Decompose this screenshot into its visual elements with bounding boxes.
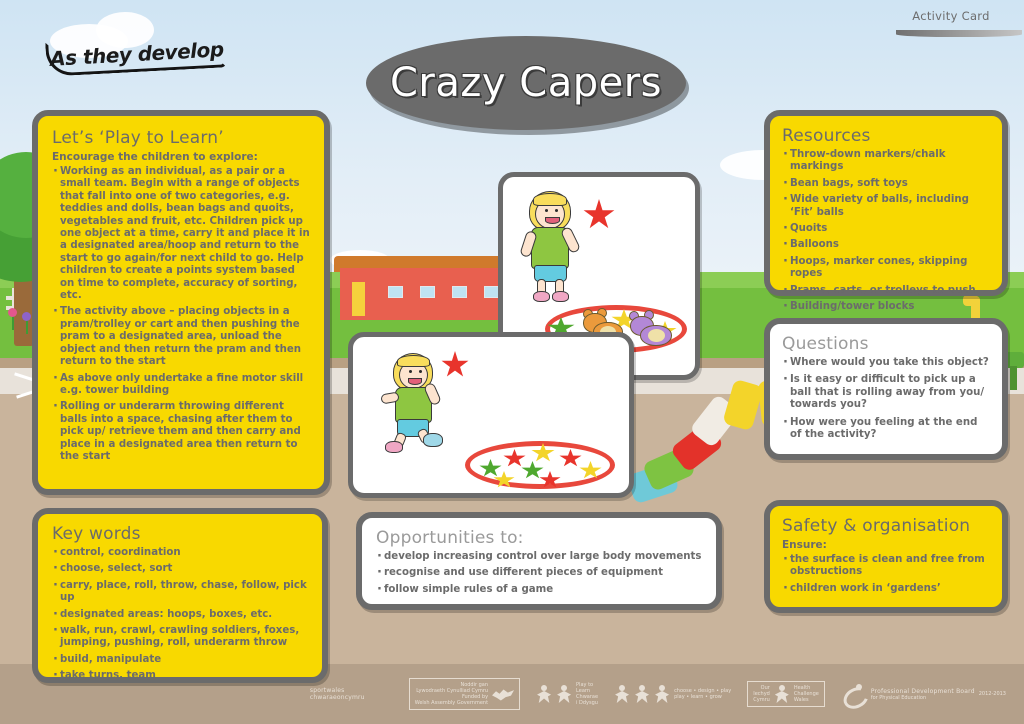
list-item: · Wide variety of balls, including ‘Fit’ balls xyxy=(782,194,992,219)
eye xyxy=(555,209,558,212)
logo-line: i Ddysgu xyxy=(576,700,598,706)
panel-heading: Let’s ‘Play to Learn’ xyxy=(52,128,224,148)
panel-heading: Resources xyxy=(782,126,871,146)
logo-choose-design-play xyxy=(614,685,731,703)
list-item: · Quoits xyxy=(782,223,992,235)
figure-icon xyxy=(536,685,552,703)
hoop xyxy=(465,441,615,489)
eye xyxy=(419,370,422,373)
barn-window xyxy=(452,286,467,298)
logo-line: Professional Development Board xyxy=(870,687,975,695)
fringe xyxy=(397,355,430,367)
swoosh-icon xyxy=(841,684,867,704)
panel-opportunities xyxy=(356,512,722,610)
panel-list xyxy=(782,149,992,313)
shoe xyxy=(533,291,550,302)
mouth xyxy=(545,217,560,224)
list-item: · The activity above – placing objects in a pram/trolley or cart and then pushing the pram to a designated area, unload the object and then return the pram and then return to the start xyxy=(52,306,312,368)
list-item: · Working as an individual, as a pair or a small team. Begin with a range of objects that fall into one of two categories, e.g. teddies and dolls, bean bags and quoits, vegetables and fruit, etc. Children pick up one object at a time, carry it and place it in a designated area/hoop and return to the start to go again/for next child to go. Help children to create a points system based on time to complete, accuracy of sorting, etc. xyxy=(52,166,312,302)
list-item: · recognise and use different pieces of equipment xyxy=(376,567,706,579)
list-item: · take turns, team xyxy=(52,670,312,682)
illustration-card-running xyxy=(348,332,634,498)
page-title: Crazy Capers xyxy=(390,60,662,106)
logo-line: Lywodraeth Cynulliad Cymru xyxy=(416,688,489,694)
bench-leg xyxy=(1010,366,1017,390)
figure-icon xyxy=(654,685,670,703)
logo-line: Chwarae xyxy=(576,694,599,700)
panel-list xyxy=(52,166,312,463)
logo-pdb xyxy=(841,684,1006,704)
child-illustration xyxy=(521,191,597,303)
mouth xyxy=(408,378,422,385)
list-item: · children work in ‘gardens’ xyxy=(782,583,992,595)
list-item: · Rolling or underarm throwing different balls into a space, chasing after them to pick up/ retrieve them and then carry and place in a designated area then return to the start xyxy=(52,401,312,463)
logo-play-to-learn xyxy=(536,682,598,706)
list-item: · choose, select, sort xyxy=(52,563,312,575)
panel-resources xyxy=(764,110,1008,313)
barn-window xyxy=(484,286,499,298)
barn-window xyxy=(388,286,403,298)
logo-line: sportwales xyxy=(309,687,345,694)
list-item: · designated areas: hoops, boxes, etc. xyxy=(52,609,312,621)
logo-line: Our xyxy=(760,685,770,691)
logo-line: Health xyxy=(793,685,811,691)
logo-line: Funded by xyxy=(461,694,489,700)
eye xyxy=(545,209,548,212)
panel-safety-organisation xyxy=(764,500,1008,613)
logo-welsh-assembly xyxy=(409,678,520,710)
brand-logo: As they develop xyxy=(49,37,225,71)
panel-subheading: Encourage the children to explore: xyxy=(52,151,258,163)
panel-play-to-learn xyxy=(32,110,330,495)
logo-sport-wales xyxy=(310,687,365,701)
list-item: · the surface is clean and free from obstructions xyxy=(782,554,992,579)
figure-icon xyxy=(774,685,790,703)
shoe xyxy=(385,441,403,453)
teddy-purple xyxy=(627,311,675,347)
list-item: · Throw-down markers/chalk markings xyxy=(782,149,992,174)
list-item: · How were you feeling at the end of the activity? xyxy=(782,417,992,442)
eye xyxy=(409,370,412,373)
panel-list xyxy=(782,554,992,595)
teddy-belly xyxy=(648,329,665,342)
figure-icon xyxy=(556,685,572,703)
child-illustration xyxy=(373,353,453,457)
figure-icon xyxy=(634,685,650,703)
logo-line: Challenge xyxy=(793,691,819,697)
panel-heading: Key words xyxy=(52,524,141,544)
panel-questions xyxy=(764,318,1008,460)
panel-list xyxy=(376,551,706,596)
flower xyxy=(8,308,17,317)
logo-health-challenge-wales xyxy=(747,681,825,707)
logo-line: Learn xyxy=(576,688,591,694)
flower-stem xyxy=(12,316,14,330)
logo-line: for Physical Education xyxy=(870,694,927,701)
logo-line: Iechyd xyxy=(753,691,770,697)
panel-key-words xyxy=(32,508,328,683)
flower xyxy=(22,312,31,321)
panel-heading: Opportunities to: xyxy=(376,528,524,548)
logo-line: Welsh Assembly Government xyxy=(414,700,489,706)
shoe xyxy=(423,433,443,447)
logo-line: 2012-2013 xyxy=(978,691,1006,697)
list-item: · Building/tower blocks xyxy=(782,301,992,313)
panel-subheading: Ensure: xyxy=(782,539,827,551)
logo-line: chwaraeoncymru xyxy=(309,694,365,701)
activity-card-label: Activity Card xyxy=(912,9,990,23)
list-item: · Is it easy or difficult to pick up a ball that is rolling away from you/ towards you? xyxy=(782,374,992,411)
logo-line: Noddir gan xyxy=(460,682,489,688)
tab-swoosh xyxy=(896,30,1022,37)
welsh-dragon-icon xyxy=(492,687,514,701)
logo-line: Cymru xyxy=(753,697,770,703)
list-item: · build, manipulate xyxy=(52,654,312,666)
figure-icon xyxy=(614,685,630,703)
shoe xyxy=(552,291,569,302)
list-item: · Hoops, marker cones, skipping ropes xyxy=(782,256,992,281)
list-item: · follow simple rules of a game xyxy=(376,584,706,596)
panel-heading: Questions xyxy=(782,334,869,354)
logo-line: play • learn • grow xyxy=(674,694,722,700)
list-item: · Prams, carts, or trolleys to push xyxy=(782,285,992,297)
logo-line: Wales xyxy=(793,697,809,703)
footer-logo-strip xyxy=(0,664,1024,724)
list-item: · carry, place, roll, throw, chase, follow, pick up xyxy=(52,580,312,605)
barn-window xyxy=(420,286,435,298)
logo-line: choose • design • play xyxy=(674,688,732,694)
panel-list xyxy=(52,547,312,683)
activity-card-tab xyxy=(878,0,1024,44)
list-item: · Where would you take this object? xyxy=(782,357,992,369)
panel-heading: Safety & organisation xyxy=(782,516,971,536)
panel-list xyxy=(782,357,992,441)
title-blob xyxy=(366,36,686,130)
list-item: · control, coordination xyxy=(52,547,312,559)
fringe xyxy=(533,193,567,206)
logo-line: Play to xyxy=(576,682,594,688)
list-item: · As above only undertake a fine motor skill e.g. tower building xyxy=(52,373,312,398)
list-item: · Balloons xyxy=(782,239,992,251)
barn-door xyxy=(352,282,365,316)
list-item: · Bean bags, soft toys xyxy=(782,178,992,190)
flower-stem xyxy=(26,320,28,334)
list-item: · develop increasing control over large body movements xyxy=(376,551,706,563)
list-item: · walk, run, crawl, crawling soldiers, foxes, jumping, pushing, roll, underarm throw xyxy=(52,625,312,650)
